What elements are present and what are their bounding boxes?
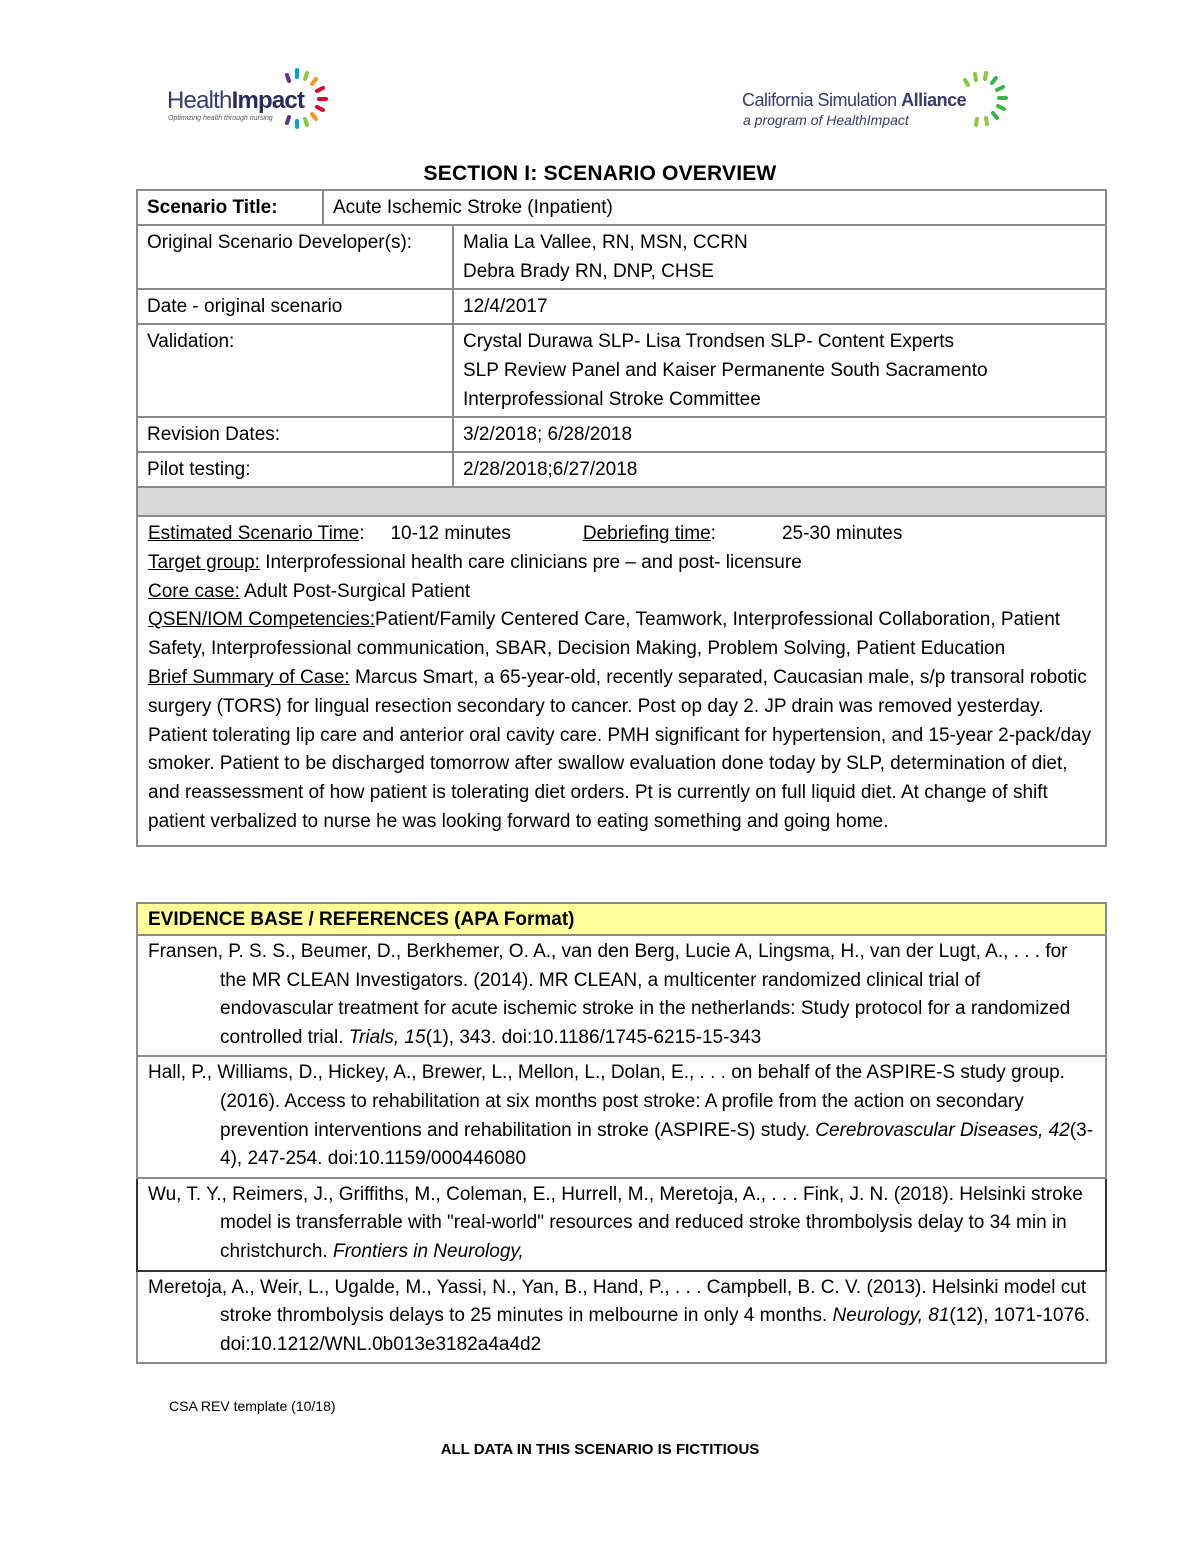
healthimpact-tagline: Optimizing health through nursing bbox=[168, 115, 273, 122]
table-row bbox=[137, 190, 1106, 225]
validation-line: Interprofessional Stroke Committee bbox=[463, 389, 761, 410]
scenario-title-label: Scenario Title: bbox=[137, 190, 323, 225]
qsen-line bbox=[148, 606, 1095, 664]
sunburst-icon bbox=[273, 65, 335, 135]
scenario-overview-table bbox=[136, 189, 1107, 847]
qsen-value: Patient/Family Centered Care, Teamwork, Interprofessional Collaboration, Patient Safety, Interprofessional communication, SBAR, Decision Making, Problem Solving, Patient Education bbox=[148, 609, 1061, 660]
healthimpact-logo bbox=[165, 65, 340, 135]
csa-wordmark: California Simulation Alliance bbox=[742, 90, 967, 110]
developer-value bbox=[453, 225, 1106, 289]
references-header: EVIDENCE BASE / REFERENCES (APA Format) bbox=[137, 903, 1106, 935]
reference-details: (12), 1071-1076. doi:10.1212/WNL.0b013e3182a4a4d2 bbox=[220, 1305, 1090, 1355]
core-value: Adult Post-Surgical Patient bbox=[239, 580, 471, 602]
validation-line: Crystal Durawa SLP- Lisa Trondsen SLP- Content Experts bbox=[463, 331, 955, 352]
reference-item bbox=[137, 935, 1106, 1056]
developer-label: Original Scenario Developer(s): bbox=[137, 225, 453, 289]
reference-text: Fransen, P. S. S., Beumer, D., Berkhemer, O. A., van den Berg, Lucie A, Lingsma, H., van der Lugt, A., . . . for the MR CLEAN Investigators. (2014). MR CLEAN, a multicenter randomized clinical trial of endovascular treatment for acute ischemic stroke in the netherlands: Study protocol for a randomized controlled trial. bbox=[148, 941, 1071, 1048]
time-label: Estimated Scenario Time bbox=[148, 523, 360, 544]
reference-item bbox=[137, 1178, 1106, 1271]
reference-journal: Neurology, 81 bbox=[832, 1305, 950, 1327]
debrief-value: 25-30 minutes bbox=[781, 523, 903, 544]
table-row bbox=[137, 417, 1106, 452]
summary-label: Brief Summary of Case: bbox=[148, 666, 350, 688]
reference-item bbox=[137, 1056, 1106, 1177]
table-row bbox=[137, 324, 1106, 417]
csa-logo bbox=[740, 68, 1030, 138]
date-value: 12/4/2017 bbox=[453, 289, 1106, 324]
fictitious-notice: ALL DATA IN THIS SCENARIO IS FICTITIOUS bbox=[440, 1441, 760, 1458]
table-row bbox=[137, 225, 1106, 289]
reference-text: Hall, P., Williams, D., Hickey, A., Brewer, L., Mellon, L., Dolan, E., . . . on behalf of the ASPIRE-S study group. (2016). Access to rehabilitation at six months post stroke: A profile from the action on secondary prevention interventions and rehabilitation in stroke (ASPIRE-S) study. bbox=[148, 1062, 1065, 1141]
validation-label: Validation: bbox=[137, 324, 453, 417]
references-header-row bbox=[137, 903, 1106, 935]
table-row bbox=[137, 935, 1106, 1056]
developer-line: Malia La Vallee, RN, MSN, CCRN bbox=[463, 232, 748, 253]
healthimpact-wordmark: HealthImpact bbox=[167, 87, 305, 114]
debrief-label: Debriefing time bbox=[582, 523, 711, 544]
scenario-title-value: Acute Ischemic Stroke (Inpatient) bbox=[323, 190, 1106, 225]
target-line bbox=[148, 549, 1095, 578]
summary-line bbox=[148, 664, 1095, 837]
table-row bbox=[137, 1271, 1106, 1364]
table-row bbox=[137, 289, 1106, 324]
developer-line: Debra Brady RN, DNP, CHSE bbox=[463, 261, 714, 282]
target-value: Interprofessional health care clinicians pre – and post- licensure bbox=[259, 551, 802, 573]
core-label: Core case: bbox=[148, 580, 240, 602]
references-table bbox=[136, 902, 1107, 1364]
table-row bbox=[137, 452, 1106, 487]
reference-text: Meretoja, A., Weir, L., Ugalde, M., Yassi, N., Yan, B., Hand, P., . . . Campbell, B. C. V. (2013). Helsinki model cut stroke thrombolysis delays to 25 minutes in melbourne in only 4 months. bbox=[148, 1276, 1087, 1327]
table-row bbox=[137, 516, 1106, 846]
section-title: SECTION I: SCENARIO OVERVIEW bbox=[423, 162, 777, 185]
target-label: Target group: bbox=[148, 551, 260, 573]
spacer-cell bbox=[137, 487, 1106, 516]
reference-journal: Trials, 15 bbox=[348, 1026, 426, 1048]
revision-value: 3/2/2018; 6/28/2018 bbox=[453, 417, 1106, 452]
sunburst-icon bbox=[955, 68, 1017, 138]
core-line bbox=[148, 578, 1095, 607]
date-label: Date - original scenario bbox=[137, 289, 453, 324]
validation-value bbox=[453, 324, 1106, 417]
reference-text: Wu, T. Y., Reimers, J., Griffiths, M., Coleman, E., Hurrell, M., Meretoja, A., . . . Fink, J. N. (2018). Helsinki stroke model is transferrable with "real-world" resources and reduced stroke thrombolysis delay to 34 min in christchurch. bbox=[148, 1183, 1083, 1262]
reference-details: (1), 343. doi:10.1186/1745-6215-15-343 bbox=[425, 1026, 762, 1048]
pilot-value: 2/28/2018;6/27/2018 bbox=[453, 452, 1106, 487]
template-version: CSA REV template (10/18) bbox=[169, 1398, 336, 1414]
summary-value: Marcus Smart, a 65-year-old, recently separated, Caucasian male, s/p transoral robotic surgery (TORS) for lingual resection secondary to cancer. Post op day 2. JP drain was removed yesterday. Patient tolerating lip care and anterior oral cavity care. PMH significant for hypertension, and 15-year 2-pack/day smoker. Patient to be discharged tomorrow after swallow evaluation done today by SLP, determination of diet, and reassessment of how patient is tolerating diet orders. Pt is currently on full liquid diet. At change of shift patient verbalized to nurse he was looking forward to eating something and going home. bbox=[148, 666, 1092, 832]
validation-line: SLP Review Panel and Kaiser Permanente South Sacramento bbox=[463, 360, 988, 381]
revision-label: Revision Dates: bbox=[137, 417, 453, 452]
time-line: Estimated Scenario Time: 10-12 minutes Debriefing time: 25-30 minutes bbox=[148, 523, 903, 544]
table-row bbox=[137, 1056, 1106, 1177]
reference-journal: Frontiers in Neurology, bbox=[332, 1240, 524, 1262]
scenario-details bbox=[137, 516, 1106, 846]
pilot-label: Pilot testing: bbox=[137, 452, 453, 487]
reference-details: (3-4), 247-254. doi:10.1159/000446080 bbox=[220, 1119, 1094, 1170]
reference-journal: Cerebrovascular Diseases, 42 bbox=[815, 1119, 1070, 1141]
csa-tagline: a program of HealthImpact bbox=[743, 112, 909, 128]
qsen-label: QSEN/IOM Competencies: bbox=[148, 609, 376, 631]
reference-item bbox=[137, 1271, 1106, 1364]
time-value: 10-12 minutes bbox=[390, 523, 511, 544]
table-row bbox=[137, 1178, 1106, 1271]
spacer-row bbox=[137, 487, 1106, 516]
